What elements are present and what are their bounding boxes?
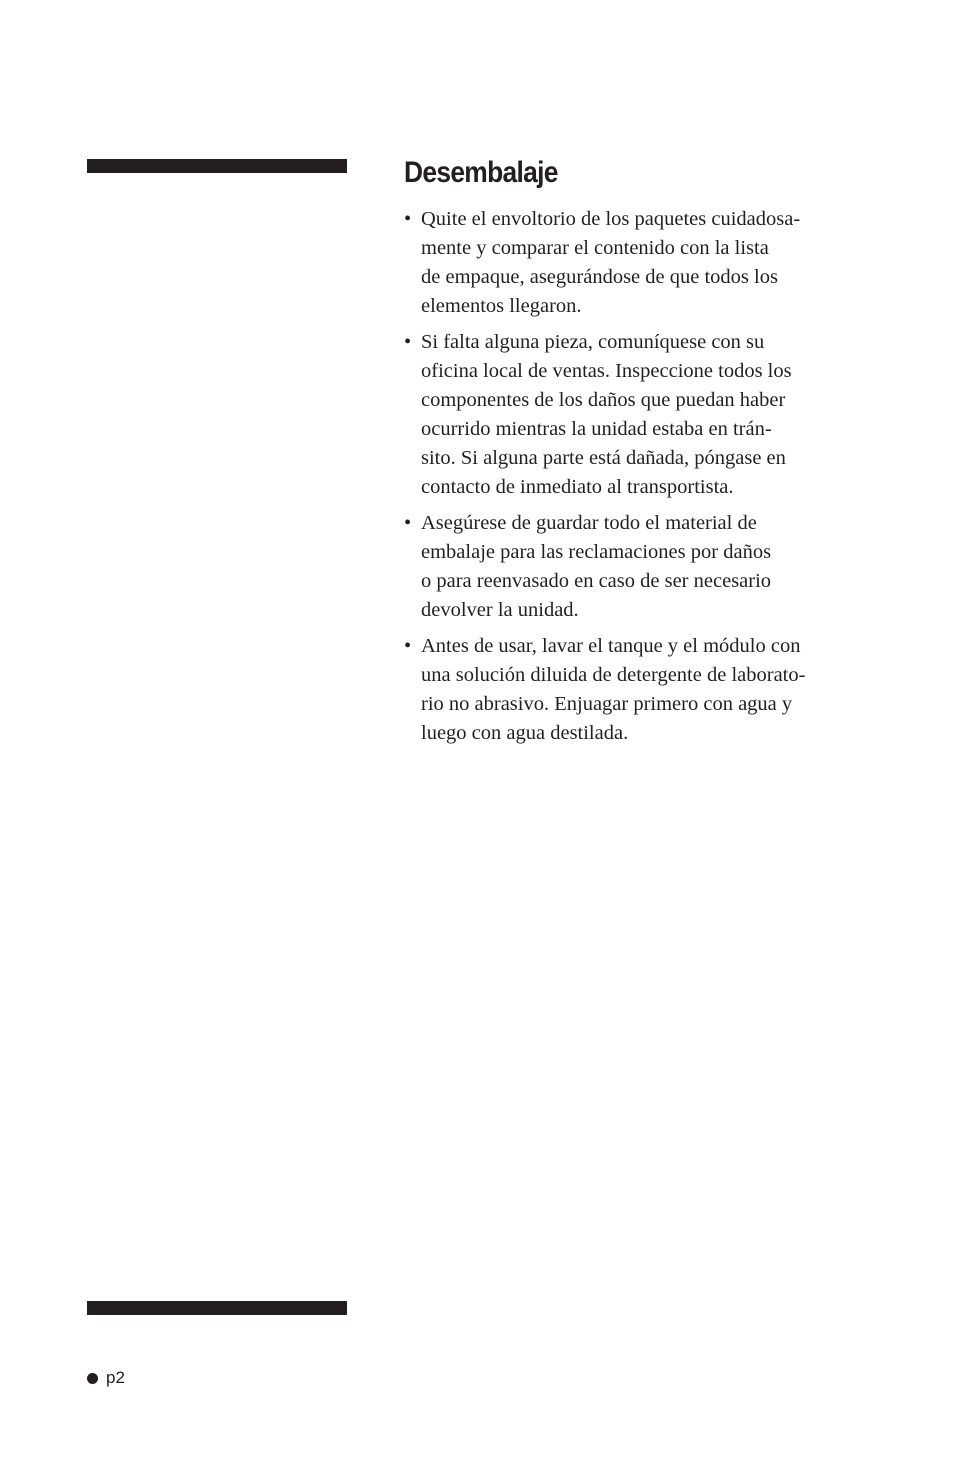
bullet-line: oficina local de ventas. Inspeccione todos los: [421, 360, 792, 382]
top-rule: [87, 159, 347, 173]
bullet-line: embalaje para las reclamaciones por daños: [421, 541, 772, 563]
bullet-line: elementos llegaron.: [421, 295, 582, 317]
bullet-icon: •: [404, 635, 412, 657]
bullet-icon: •: [404, 512, 412, 534]
bullet-list: [404, 205, 879, 748]
bullet-line: Si falta alguna pieza, comuníquese con su: [421, 331, 765, 353]
page-footer: [87, 1367, 125, 1389]
bottom-rule: [87, 1301, 347, 1315]
bullet-item: [404, 205, 879, 321]
bullet-line: contacto de inmediato al transportista.: [421, 476, 734, 498]
bullet-icon: •: [404, 331, 412, 353]
bullet-item: [404, 509, 879, 625]
section-content: [404, 152, 879, 755]
bullet-icon: •: [404, 208, 412, 230]
section-title: Desembalaje: [404, 156, 558, 189]
bullet-line: una solución diluida de detergente de laborato-: [421, 664, 806, 686]
bullet-dot-icon: [87, 1373, 98, 1384]
bullet-line: luego con agua destilada.: [421, 722, 629, 744]
bullet-line: rio no abrasivo. Enjuagar primero con agua y: [421, 693, 793, 715]
bullet-line: componentes de los daños que puedan haber: [421, 389, 786, 411]
bullet-line: de empaque, asegurándose de que todos los: [421, 266, 778, 288]
bullet-line: devolver la unidad.: [421, 599, 579, 621]
bullet-line: sito. Si alguna parte está dañada, póngase en: [421, 447, 786, 469]
bullet-line: Asegúrese de guardar todo el material de: [421, 512, 757, 534]
bullet-line: Antes de usar, lavar el tanque y el módulo con: [421, 635, 801, 657]
page-number: p2: [106, 1368, 125, 1387]
bullet-line: mente y comparar el contenido con la lista: [421, 237, 769, 259]
bullet-item: [404, 632, 879, 748]
bullet-line: o para reenvasado en caso de ser necesario: [421, 570, 772, 592]
bullet-item: [404, 328, 879, 502]
bullet-line: Quite el envoltorio de los paquetes cuidadosa-: [421, 208, 801, 230]
bullet-line: ocurrido mientras la unidad estaba en trán-: [421, 418, 772, 440]
